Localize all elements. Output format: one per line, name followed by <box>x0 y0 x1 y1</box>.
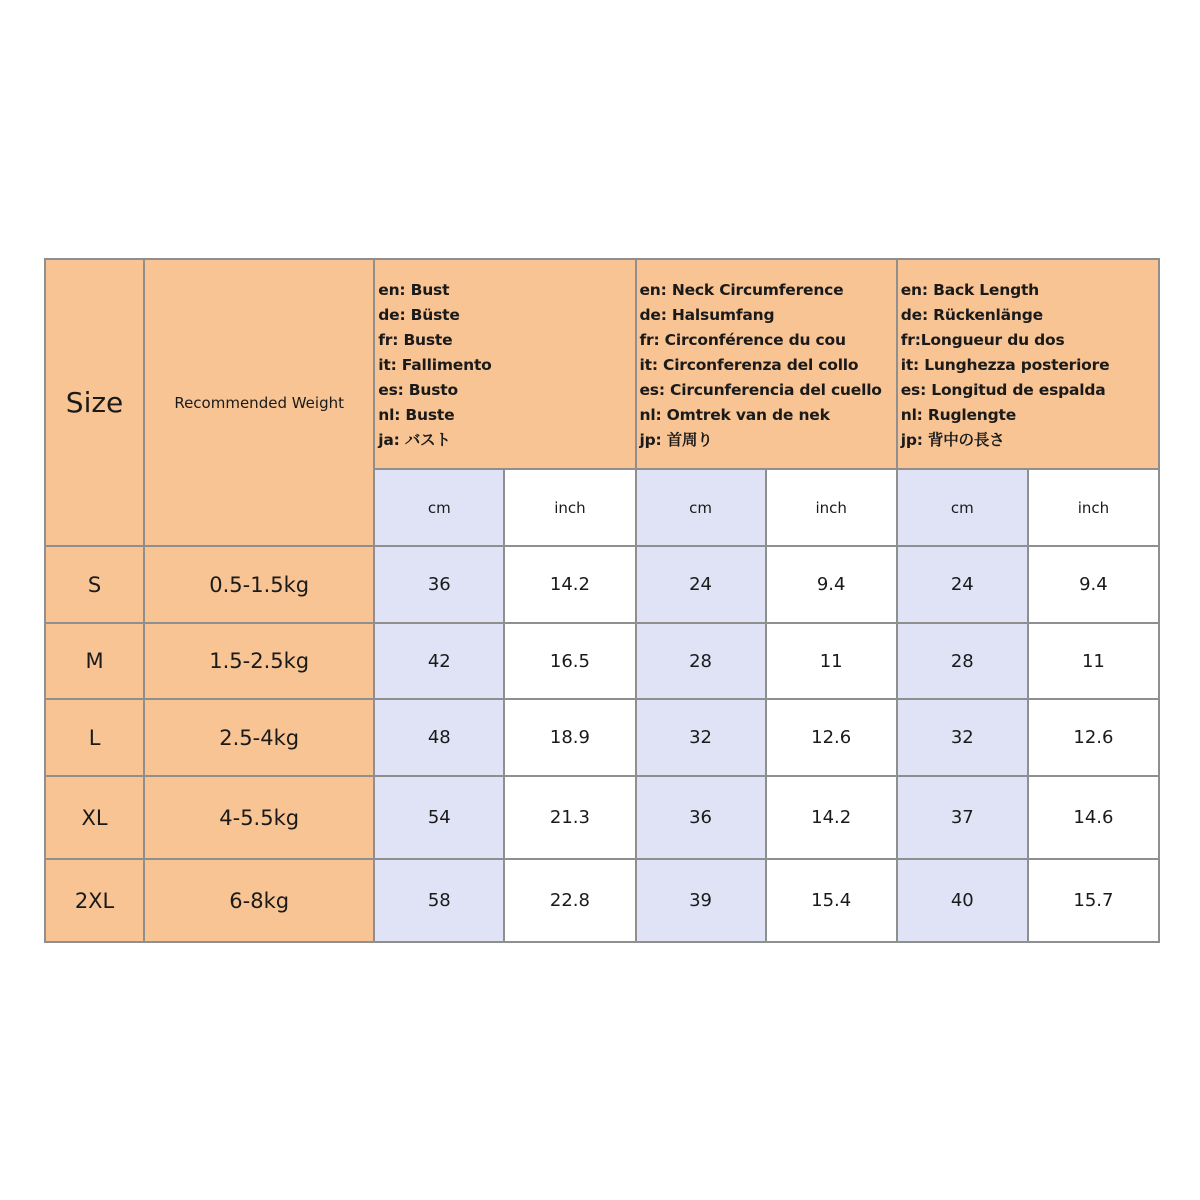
back-label-nl: nl: Ruglengte <box>900 406 1017 424</box>
bust-unit-inch: inch <box>504 469 635 546</box>
bust-inch-cell: 16.5 <box>504 623 635 699</box>
neck-cm-cell: 32 <box>636 699 766 776</box>
bust-label-fr: fr: Buste <box>378 331 453 349</box>
size-cell: S <box>45 546 144 623</box>
bust-inch-cell: 22.8 <box>504 859 635 942</box>
bust-cm-cell: 48 <box>374 699 504 776</box>
back-cm-cell: 24 <box>897 546 1028 623</box>
size-header: Size <box>45 259 144 546</box>
bust-label-nl: nl: Buste <box>378 406 455 424</box>
neck-label-de: de: Halsumfang <box>639 306 775 324</box>
size-cell: XL <box>45 776 144 859</box>
back-cm-cell: 40 <box>897 859 1028 942</box>
neck-cm-cell: 36 <box>636 776 766 859</box>
weight-cell: 1.5-2.5kg <box>144 623 374 699</box>
table-row <box>45 546 1159 623</box>
table-row <box>45 623 1159 699</box>
back-inch-cell: 14.6 <box>1028 776 1159 859</box>
header-row-languages <box>45 259 1159 469</box>
back-length-header <box>897 259 1159 469</box>
neck-inch-cell: 12.6 <box>766 699 897 776</box>
neck-label-es: es: Circunferencia del cuello <box>639 381 882 399</box>
neck-label-jp: jp: 首周り <box>639 431 713 449</box>
back-inch-cell: 12.6 <box>1028 699 1159 776</box>
weight-cell: 2.5-4kg <box>144 699 374 776</box>
neck-cm-cell: 28 <box>636 623 766 699</box>
back-inch-cell: 15.7 <box>1028 859 1159 942</box>
back-inch-cell: 9.4 <box>1028 546 1159 623</box>
size-cell: 2XL <box>45 859 144 942</box>
back-cm-cell: 28 <box>897 623 1028 699</box>
weight-cell: 6-8kg <box>144 859 374 942</box>
neck-label-en: en: Neck Circumference <box>639 281 844 299</box>
bust-label-de: de: Büste <box>378 306 460 324</box>
back-label-jp: jp: 背中の長さ <box>900 431 1005 449</box>
table-row <box>45 699 1159 776</box>
back-label-en: en: Back Length <box>900 281 1040 299</box>
back-label-it: it: Lunghezza posteriore <box>900 356 1110 374</box>
bust-label-it: it: Fallimento <box>378 356 492 374</box>
neck-label-it: it: Circonferenza del collo <box>639 356 859 374</box>
bust-cm-cell: 54 <box>374 776 504 859</box>
back-cm-cell: 37 <box>897 776 1028 859</box>
neck-header <box>636 259 897 469</box>
neck-inch-cell: 14.2 <box>766 776 897 859</box>
bust-cm-cell: 42 <box>374 623 504 699</box>
back-label-de: de: Rückenlänge <box>900 306 1043 324</box>
bust-inch-cell: 18.9 <box>504 699 635 776</box>
neck-inch-cell: 15.4 <box>766 859 897 942</box>
back-label-fr: fr:Longueur du dos <box>900 331 1065 349</box>
bust-label-en: en: Bust <box>378 281 450 299</box>
neck-label-fr: fr: Circonférence du cou <box>639 331 846 349</box>
back-unit-inch: inch <box>1028 469 1159 546</box>
bust-unit-cm: cm <box>374 469 504 546</box>
neck-inch-cell: 11 <box>766 623 897 699</box>
neck-unit-inch: inch <box>766 469 897 546</box>
weight-cell: 4-5.5kg <box>144 776 374 859</box>
table-row <box>45 859 1159 942</box>
neck-unit-cm: cm <box>636 469 766 546</box>
size-cell: L <box>45 699 144 776</box>
bust-cm-cell: 36 <box>374 546 504 623</box>
neck-cm-cell: 39 <box>636 859 766 942</box>
back-inch-cell: 11 <box>1028 623 1159 699</box>
size-chart-container <box>44 258 1160 943</box>
bust-label-ja: ja: バスト <box>378 431 451 449</box>
weight-header: Recommended Weight <box>144 259 374 546</box>
size-cell: M <box>45 623 144 699</box>
bust-inch-cell: 21.3 <box>504 776 635 859</box>
neck-inch-cell: 9.4 <box>766 546 897 623</box>
table-row <box>45 776 1159 859</box>
back-cm-cell: 32 <box>897 699 1028 776</box>
size-chart-table <box>44 258 1160 943</box>
bust-header <box>374 259 635 469</box>
neck-cm-cell: 24 <box>636 546 766 623</box>
neck-label-nl: nl: Omtrek van de nek <box>639 406 830 424</box>
bust-label-es: es: Busto <box>378 381 458 399</box>
back-label-es: es: Longitud de espalda <box>900 381 1106 399</box>
bust-cm-cell: 58 <box>374 859 504 942</box>
back-unit-cm: cm <box>897 469 1028 546</box>
bust-inch-cell: 14.2 <box>504 546 635 623</box>
weight-cell: 0.5-1.5kg <box>144 546 374 623</box>
